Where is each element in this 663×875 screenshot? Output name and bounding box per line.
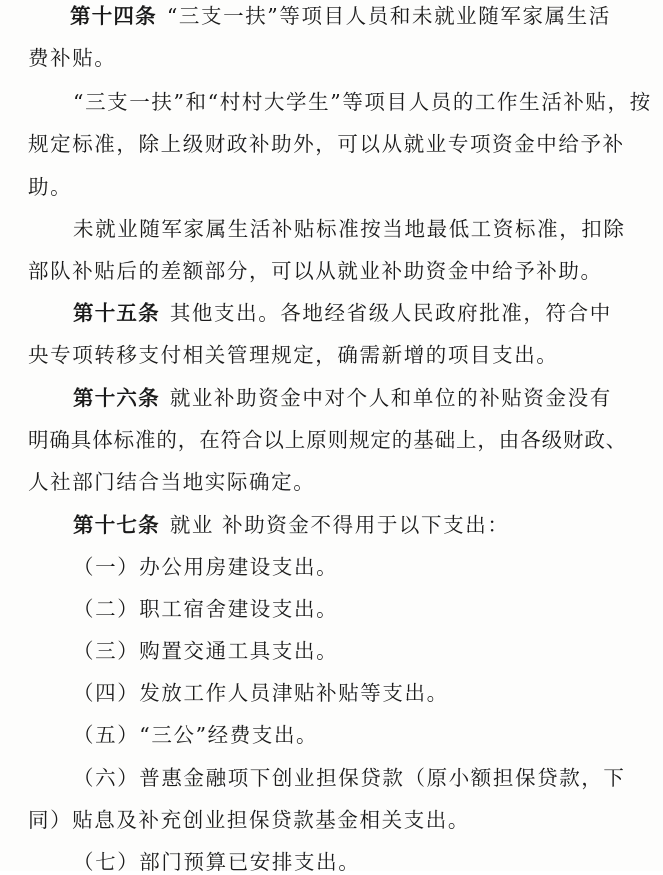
article-17-item-6-line-1: （六）普惠金融项下创业担保贷款（原小额担保贷款，下 xyxy=(73,766,626,790)
article-15-line-1: 其他支出。各地经省级人民政府批准，符合中 xyxy=(169,301,612,325)
article-17-item-6-line-2: 同）贴息及补充创业担保贷款基金相关支出。 xyxy=(28,808,470,832)
article-14-heading: 第十四条 xyxy=(70,4,157,28)
article-14-para-2-line-1: 未就业随军家属生活补贴标准按当地最低工资标准，扣除 xyxy=(73,217,626,241)
article-17-item-4: （四）发放工作人员津贴补贴等支出。 xyxy=(73,681,449,705)
article-16-heading: 第十六条 xyxy=(73,386,160,410)
article-14-para-1-line-3: 助。 xyxy=(28,175,73,199)
article-17-item-1: （一）办公用房建设支出。 xyxy=(73,555,339,579)
article-15-first-line xyxy=(73,300,612,326)
article-16-first-line xyxy=(73,385,612,411)
article-17-item-5: （五）“三公”经费支出。 xyxy=(73,723,319,747)
article-17-item-2: （二）职工宿舍建设支出。 xyxy=(73,597,339,621)
article-14-para-1-line-1: “三支一扶”和“村村大学生”等项目人员的工作生活补贴，按 xyxy=(73,90,652,114)
article-14-first-line xyxy=(70,3,611,29)
article-14-para-2-line-2: 部队补贴后的差额部分，可以从就业补助资金中给予补助。 xyxy=(28,259,603,283)
article-17-first-line xyxy=(73,512,509,538)
article-16-line-2: 明确具体标准的，在符合以上原则规定的基础上，由各级财政、 xyxy=(28,428,628,452)
article-14-title-line-2: 费补贴。 xyxy=(28,46,117,70)
article-17-heading: 第十七条 xyxy=(73,513,160,537)
article-15-heading: 第十五条 xyxy=(73,301,160,325)
article-17-item-7: （七）部门预算已安排支出。 xyxy=(73,850,361,874)
article-17-line-1: 就业 补助资金不得用于以下支出： xyxy=(169,513,510,537)
article-17-item-3: （三）购置交通工具支出。 xyxy=(73,639,339,663)
article-14-para-1-line-2: 规定标准，除上级财政补助外，可以从就业专项资金中给予补 xyxy=(28,132,625,156)
article-16-line-3: 人社部门结合当地实际确定。 xyxy=(28,470,316,494)
article-15-line-2: 央专项转移支付相关管理规定，确需新增的项目支出。 xyxy=(28,343,559,367)
article-14-title-line-1: “三支一扶”等项目人员和未就业随军家属生活 xyxy=(166,4,611,28)
article-16-line-1: 就业补助资金中对个人和单位的补贴资金没有 xyxy=(169,386,612,410)
